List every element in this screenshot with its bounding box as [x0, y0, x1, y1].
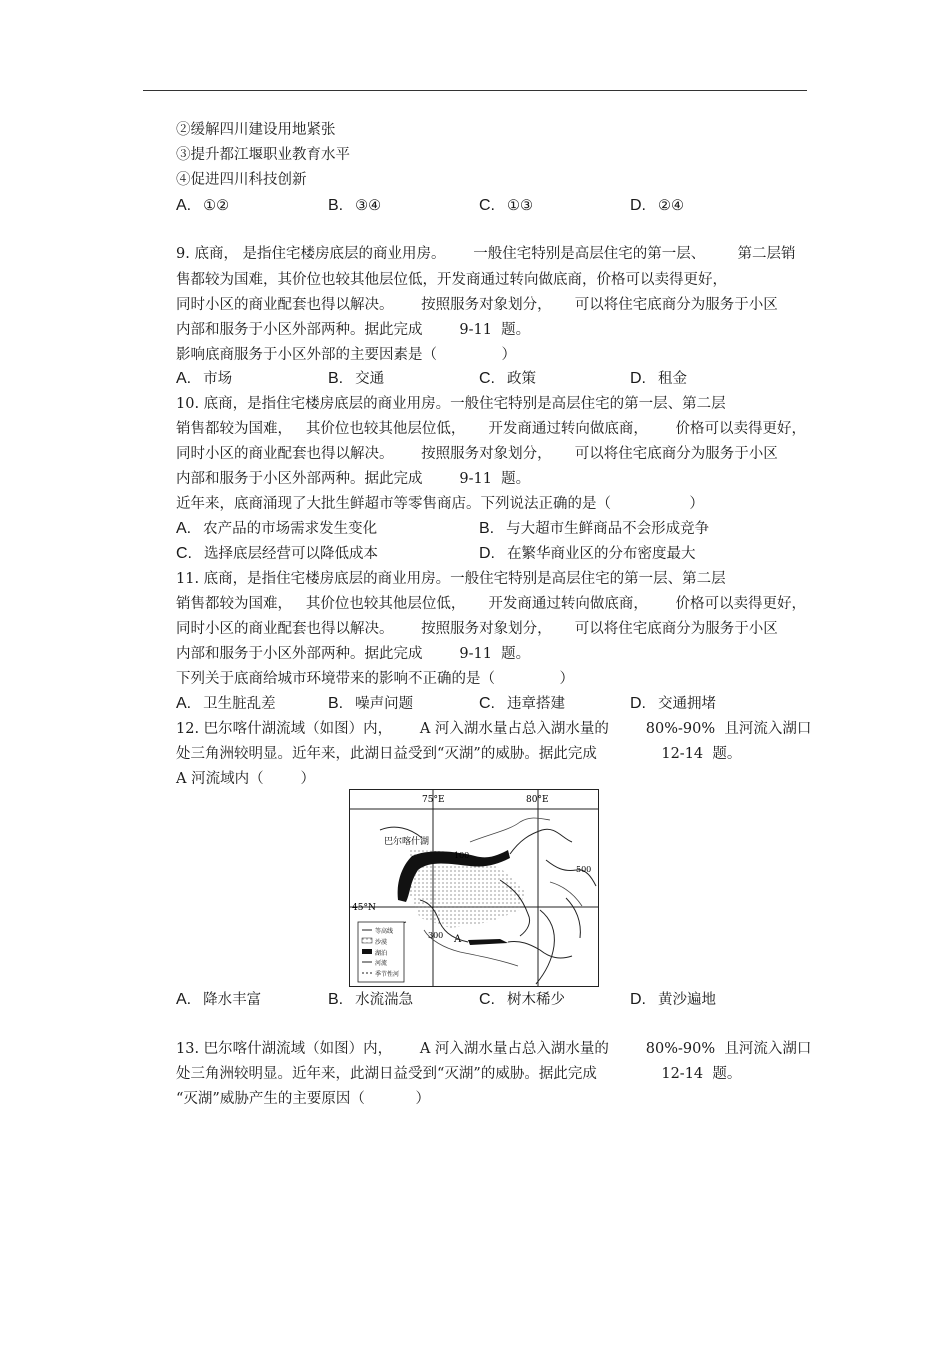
- q11-line: 销售都较为国难， 其价位也较其他层位低， 开发商通过转向做底商， 价格可以卖得更好，: [176, 596, 807, 612]
- q9-option-d: D. 租金: [630, 370, 687, 387]
- river-a-delta: [468, 939, 508, 945]
- q9-option-c: C. 政策: [479, 370, 536, 387]
- lon-label-75e: 75°E: [422, 795, 445, 805]
- q10-line: 10. 底商，是指住宅楼房底层的商业用房。一般住宅特别是高层住宅的第一层、第二层: [176, 396, 726, 412]
- q11-option-a: A. 卫生脏乱差: [176, 695, 276, 712]
- legend-label: 沙漠: [375, 939, 388, 946]
- q11-option-c: C. 违章搭建: [479, 695, 565, 712]
- q11-option-d: D. 交通拥堵: [630, 695, 716, 712]
- river: [536, 910, 554, 984]
- river-a-label: A: [454, 934, 462, 945]
- q12-line: 12. 巴尔喀什湖流域（如图）内， A 河入湖水量占总入湖水量的 80%-90% 且河流入湖口: [176, 721, 812, 737]
- q10-option-b: B. 与大超市生鲜商品不会形成竞争: [479, 520, 710, 537]
- header-rule: [143, 90, 807, 91]
- contour-line: [550, 882, 582, 906]
- q8-option-b: B. ③④: [328, 197, 382, 214]
- q9-line: 同时小区的商业配套也得以解决。 按照服务对象划分， 可以将住宅底商分为服务于小区: [176, 297, 778, 313]
- river: [566, 898, 580, 938]
- q10-question: 近年来，底商涌现了大批生鲜超市等零售商店。下列说法正确的是（ ）: [176, 496, 704, 512]
- q10-line: 同时小区的商业配套也得以解决。 按照服务对象划分， 可以将住宅底商分为服务于小区: [176, 446, 778, 462]
- q11-line: 内部和服务于小区外部两种。据此完成 9-11 题。: [176, 646, 531, 662]
- balkhash-basin-map: [349, 789, 599, 987]
- q10-line: 内部和服务于小区外部两种。据此完成 9-11 题。: [176, 471, 531, 487]
- lat-label-45n: 45°N: [352, 903, 376, 913]
- q9-line: 售都较为国难，其价位也较其他层位低，开发商通过转向做底商，价格可以卖得更好，: [176, 272, 727, 288]
- q9-option-a: A. 市场: [176, 370, 233, 387]
- q12-question: A 河流域内（ ）: [176, 771, 315, 787]
- q8-item-4: ④促进四川科技创新: [176, 172, 307, 188]
- q10-option-a: A. 农产品的市场需求发生变化: [176, 520, 378, 537]
- lon-label-80e: 80°E: [526, 795, 549, 805]
- q9-option-b: B. 交通: [328, 370, 385, 387]
- q11-option-b: B. 噪声问题: [328, 695, 414, 712]
- contour-label: 300: [428, 931, 444, 940]
- q12-line: 处三角洲较明显。近年来，此湖日益受到“灭湖”的威胁。据此完成 12-14 题。: [176, 746, 742, 762]
- q12-option-d: D. 黄沙遍地: [630, 991, 716, 1008]
- river: [510, 829, 572, 854]
- q8-option-c: C. ①③: [479, 197, 533, 214]
- q8-option-a: A. ①②: [176, 197, 230, 214]
- river: [508, 941, 572, 958]
- q12-option-c: C. 树木稀少: [479, 991, 565, 1008]
- q13-question: “灭湖”威胁产生的主要原因（ ）: [176, 1091, 431, 1107]
- q11-line: 11. 底商，是指住宅楼房底层的商业用房。一般住宅特别是高层住宅的第一层、第二层: [176, 571, 726, 587]
- contour-label: 100: [454, 851, 470, 860]
- q8-item-3: ③提升都江堰职业教育水平: [176, 147, 350, 163]
- legend-label: 河流: [375, 960, 388, 967]
- q8-item-2: ②缓解四川建设用地紧张: [176, 122, 336, 138]
- legend-label: 等高线: [375, 928, 394, 935]
- q9-line: 内部和服务于小区外部两种。据此完成 9-11 题。: [176, 322, 531, 338]
- q9-line: 9. 底商， 是指住宅楼房底层的商业用房。 一般住宅特别是高层住宅的第一层、 第二层销: [176, 246, 796, 262]
- q10-line: 销售都较为国难， 其价位也较其他层位低， 开发商通过转向做底商， 价格可以卖得更好，: [176, 421, 807, 437]
- legend-label: 季节性河: [375, 971, 400, 978]
- q10-option-c: C. 选择底层经营可以降低成本: [176, 545, 378, 562]
- q11-line: 同时小区的商业配套也得以解决。 按照服务对象划分， 可以将住宅底商分为服务于小区: [176, 621, 778, 637]
- q8-option-d: D. ②④: [630, 197, 684, 214]
- q9-question: 影响底商服务于小区外部的主要因素是（ ）: [176, 347, 517, 363]
- contour-label: 500: [576, 865, 592, 874]
- q13-line: 处三角洲较明显。近年来，此湖日益受到“灭湖”的威胁。据此完成 12-14 题。: [176, 1066, 742, 1082]
- q12-option-a: A. 降水丰富: [176, 991, 262, 1008]
- q13-line: 13. 巴尔喀什湖流域（如图）内， A 河入湖水量占总入湖水量的 80%-90% 且河流入湖口: [176, 1041, 812, 1057]
- q11-question: 下列关于底商给城市环境带来的影响不正确的是（ ）: [176, 671, 575, 687]
- q10-option-d: D. 在繁华商业区的分布密度最大: [479, 545, 696, 562]
- legend-label: 湖泊: [375, 950, 388, 957]
- lake-label: 巴尔喀什湖: [384, 837, 430, 847]
- q12-option-b: B. 水流湍急: [328, 991, 414, 1008]
